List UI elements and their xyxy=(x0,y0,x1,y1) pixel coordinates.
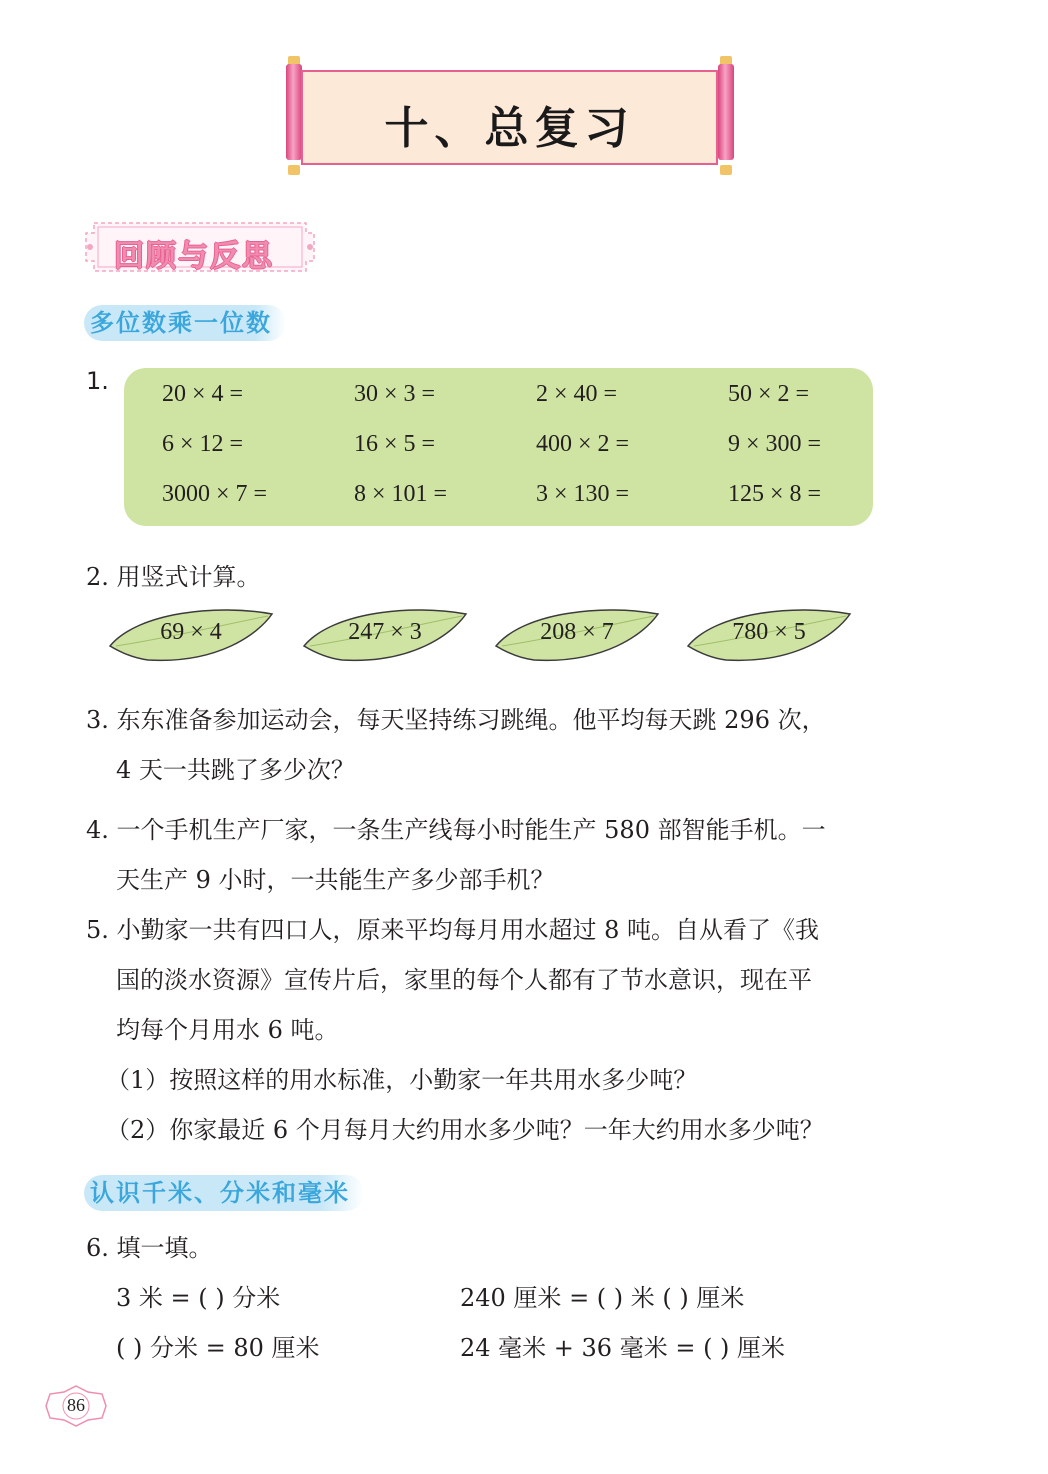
scroll-rod-left xyxy=(286,64,302,160)
question-5-sub-2: （2）你家最近 6 个月每月大约用水多少吨？一年大约用水多少吨？ xyxy=(106,1116,824,1144)
question-5-line-3: 均每个月用水 6 吨。 xyxy=(116,1016,339,1044)
calc-item: 2 × 40 = xyxy=(536,381,618,407)
calc-item: 8 × 101 = xyxy=(354,481,448,507)
question-5-line-1: 5. 小勤家一共有四口人，原来平均每月用水超过 8 吨。自从看了《我 xyxy=(86,916,820,944)
calc-item: 6 × 12 = xyxy=(162,431,244,457)
leaf-problem xyxy=(686,604,852,666)
page-number: 86 xyxy=(67,1395,85,1415)
leaf-problem-text: 69 × 4 xyxy=(160,619,222,645)
leaf-problem-text: 208 × 7 xyxy=(540,619,614,645)
question-5-sub-1: （1）按照这样的用水标准，小勤家一年共用水多少吨？ xyxy=(106,1066,698,1094)
question-4-line-1: 4. 一个手机生产厂家，一条生产线每小时能生产 580 部智能手机。一 xyxy=(86,816,826,844)
section-banner xyxy=(84,219,316,275)
calc-item: 9 × 300 = xyxy=(728,431,822,457)
fill-in-item: 3 米 = ( ) 分米 xyxy=(116,1284,281,1312)
calc-item: 3000 × 7 = xyxy=(162,481,268,507)
leaf-problem xyxy=(302,604,468,666)
section-banner-text: 回顾与反思 xyxy=(114,239,274,274)
topic-heading-units: 认识千米、分米和毫米 xyxy=(84,1175,364,1211)
fill-in-item: ( ) 分米 = 80 厘米 xyxy=(116,1334,320,1362)
title-panel xyxy=(301,70,718,165)
leaf-problem xyxy=(108,604,274,666)
fill-in-item: 24 毫米 + 36 毫米 = ( ) 厘米 xyxy=(460,1334,786,1362)
scroll-rod-right xyxy=(718,64,734,160)
question-2-text: 2. 用竖式计算。 xyxy=(86,563,261,591)
calc-item: 400 × 2 = xyxy=(536,431,630,457)
fill-in-item: 240 厘米 = ( ) 米 ( ) 厘米 xyxy=(460,1284,745,1312)
question-3-line-1: 3. 东东准备参加运动会，每天坚持练习跳绳。他平均每天跳 296 次， xyxy=(86,706,826,734)
q1-calculation-box xyxy=(124,368,873,526)
question-4-line-2: 天生产 9 小时，一共能生产多少部手机？ xyxy=(116,866,555,894)
leaf-problem xyxy=(494,604,660,666)
scroll-cap-bottom-left xyxy=(288,165,300,175)
calc-item: 125 × 8 = xyxy=(728,481,822,507)
calc-item: 20 × 4 = xyxy=(162,381,244,407)
page-title: 十、总复习 xyxy=(384,103,635,154)
question-1-number: 1. xyxy=(86,367,109,395)
question-6-text: 6. 填一填。 xyxy=(86,1234,213,1262)
leaf-problem-text: 780 × 5 xyxy=(732,619,806,645)
page-number-badge xyxy=(44,1384,108,1428)
topic-heading-multiplication: 多位数乘一位数 xyxy=(84,305,286,341)
question-3-line-2: 4 天一共跳了多少次？ xyxy=(116,756,355,784)
scroll-cap-bottom-right xyxy=(720,165,732,175)
calc-item: 3 × 130 = xyxy=(536,481,630,507)
leaf-problem-text: 247 × 3 xyxy=(348,619,422,645)
calc-item: 30 × 3 = xyxy=(354,381,436,407)
calc-item: 50 × 2 = xyxy=(728,381,810,407)
question-5-line-2: 国的淡水资源》宣传片后，家里的每个人都有了节水意识，现在平 xyxy=(116,966,812,994)
calc-item: 16 × 5 = xyxy=(354,431,436,457)
